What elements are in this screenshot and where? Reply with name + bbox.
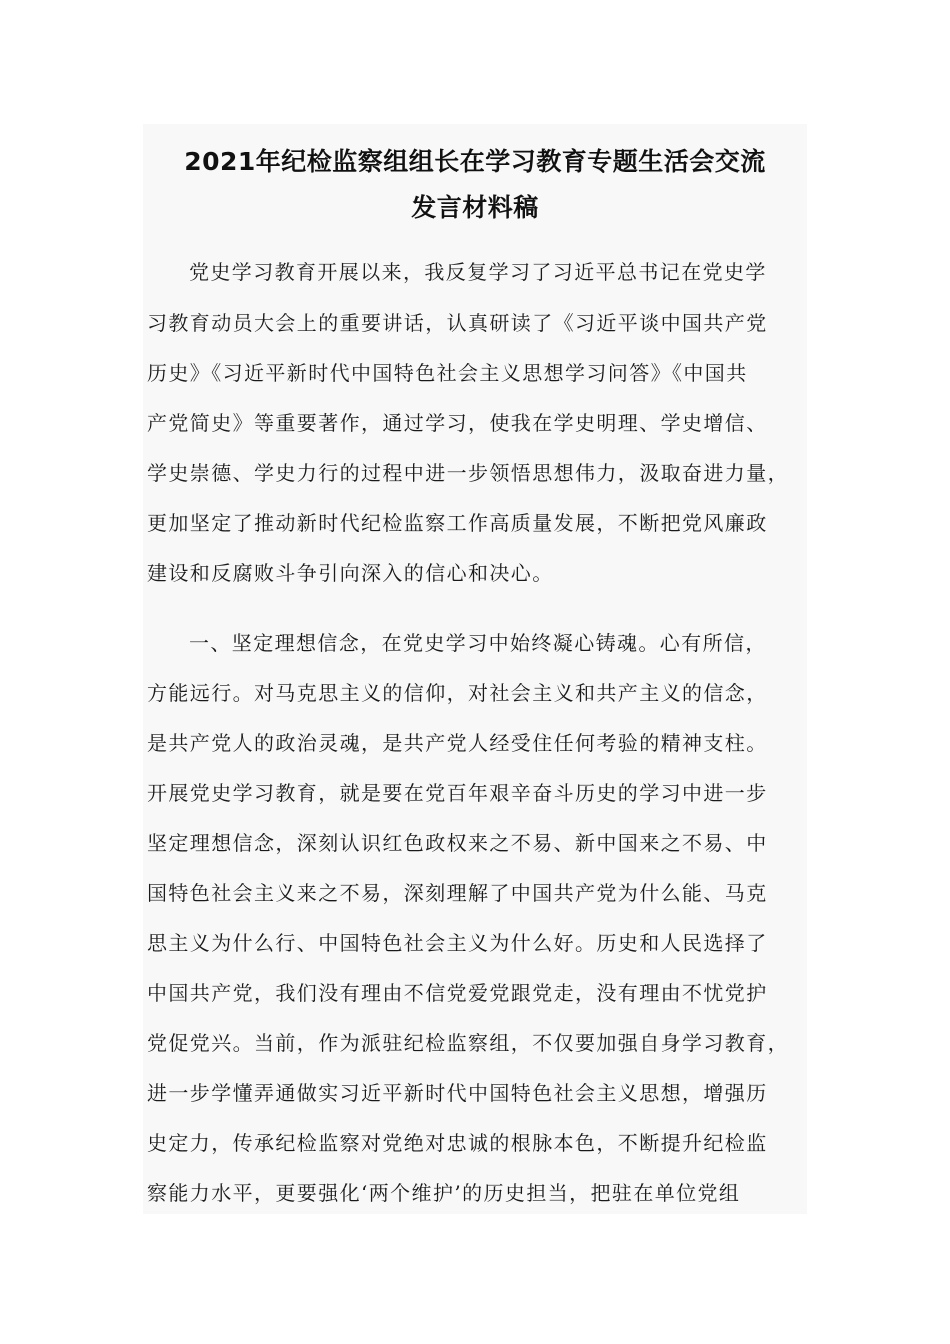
document-page xyxy=(143,124,807,1214)
paragraph-line: 更加坚定了推动新时代纪检监察工作高质量发展，不断把党风廉政 xyxy=(147,511,768,535)
paragraph-line: 开展党史学习教育，就是要在党百年艰辛奋斗历史的学习中进一步 xyxy=(147,781,768,805)
paragraph-line: 中国共产党，我们没有理由不信党爱党跟党走，没有理由不忧党护 xyxy=(147,981,768,1005)
paragraph-line: 党史学习教育开展以来，我反复学习了习近平总书记在党史学 xyxy=(189,260,767,284)
paragraph-line: 习教育动员大会上的重要讲话，认真研读了《习近平谈中国共产党 xyxy=(147,311,768,335)
paragraph-line: 是共产党人的政治灵魂，是共产党人经受住任何考验的精神支柱。 xyxy=(147,731,768,755)
paragraph-line: 方能远行。对马克思主义的信仰，对社会主义和共产主义的信念， xyxy=(147,681,768,705)
paragraph-line: 产党简史》等重要著作，通过学习，使我在学史明理、学史增信、 xyxy=(147,411,768,435)
paragraph-line: 一、坚定理想信念，在党史学习中始终凝心铸魂。心有所信， xyxy=(189,631,767,655)
document-title-line-1: 2021年纪检监察组组长在学习教育专题生活会交流 xyxy=(184,147,766,176)
paragraph-line: 学史崇德、学史力行的过程中进一步领悟思想伟力，汲取奋进力量， xyxy=(147,461,789,485)
paragraph-line: 国特色社会主义来之不易，深刻理解了中国共产党为什么能、马克 xyxy=(147,881,768,905)
paragraph-line: 史定力，传承纪检监察对党绝对忠诚的根脉本色，不断提升纪检监 xyxy=(147,1131,768,1155)
paragraph-line: 党促党兴。当前，作为派驻纪检监察组，不仅要加强自身学习教育， xyxy=(147,1031,789,1055)
paragraph-line: 进一步学懂弄通做实习近平新时代中国特色社会主义思想，增强历 xyxy=(147,1081,768,1105)
paragraph-line: 建设和反腐败斗争引向深入的信心和决心。 xyxy=(147,561,554,585)
document-title-line-2: 发言材料稿 xyxy=(411,193,539,222)
paragraph-line: 历史》《习近平新时代中国特色社会主义思想学习问答》《中国共 xyxy=(147,361,748,385)
paragraph-line: 察能力水平，更要强化‘两个维护’的历史担当，把驻在单位党组 xyxy=(147,1181,741,1205)
paragraph-line: 坚定理想信念，深刻认识红色政权来之不易、新中国来之不易、中 xyxy=(147,831,768,855)
paragraph-line: 思主义为什么行、中国特色社会主义为什么好。历史和人民选择了 xyxy=(147,931,768,955)
